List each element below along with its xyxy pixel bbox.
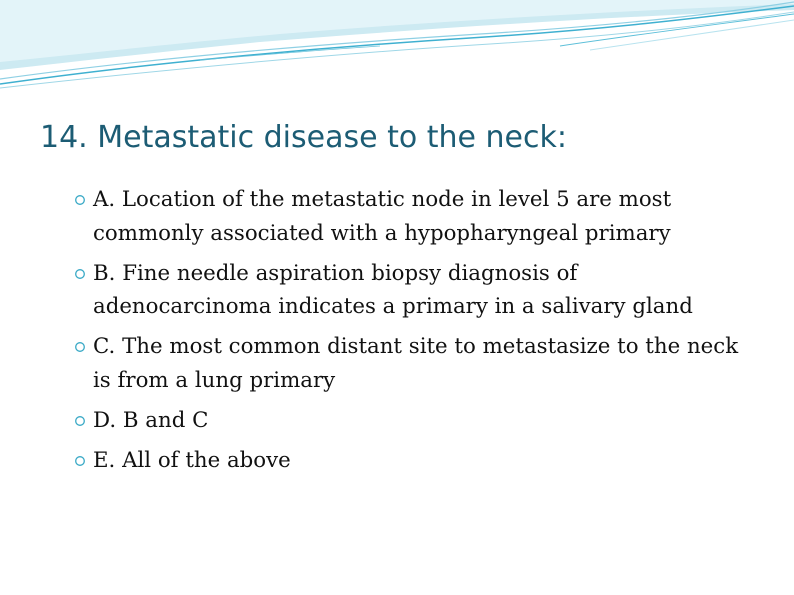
- bullet-circle-icon: [74, 455, 86, 467]
- bullet-circle-icon: [74, 268, 86, 280]
- header-wave-decoration: [0, 0, 794, 100]
- bullet-item-e: [74, 444, 744, 478]
- bullet-text: A. Location of the metastatic node in level 5 are most commonly associated with a hypopharyngeal primary: [93, 187, 672, 246]
- bullet-item-d: [74, 404, 744, 438]
- bullet-circle-icon: [74, 341, 86, 353]
- bullet-circle-icon: [74, 194, 86, 206]
- bullet-list: [74, 183, 744, 483]
- bullet-item-b: [74, 257, 744, 325]
- slide-title: 14. Metastatic disease to the neck:: [40, 120, 567, 155]
- bullet-text: B. Fine needle aspiration biopsy diagnosis of adenocarcinoma indicates a primary in a salivary gland: [93, 260, 693, 320]
- bullet-text: E. All of the above: [93, 447, 291, 473]
- bullet-item-a: [74, 183, 744, 251]
- bullet-text: D. B and C: [93, 407, 209, 433]
- bullet-circle-icon: [74, 415, 86, 427]
- bullet-text: C. The most common distant site to metastasize to the neck is from a lung primary: [93, 334, 739, 393]
- bullet-item-c: [74, 330, 744, 398]
